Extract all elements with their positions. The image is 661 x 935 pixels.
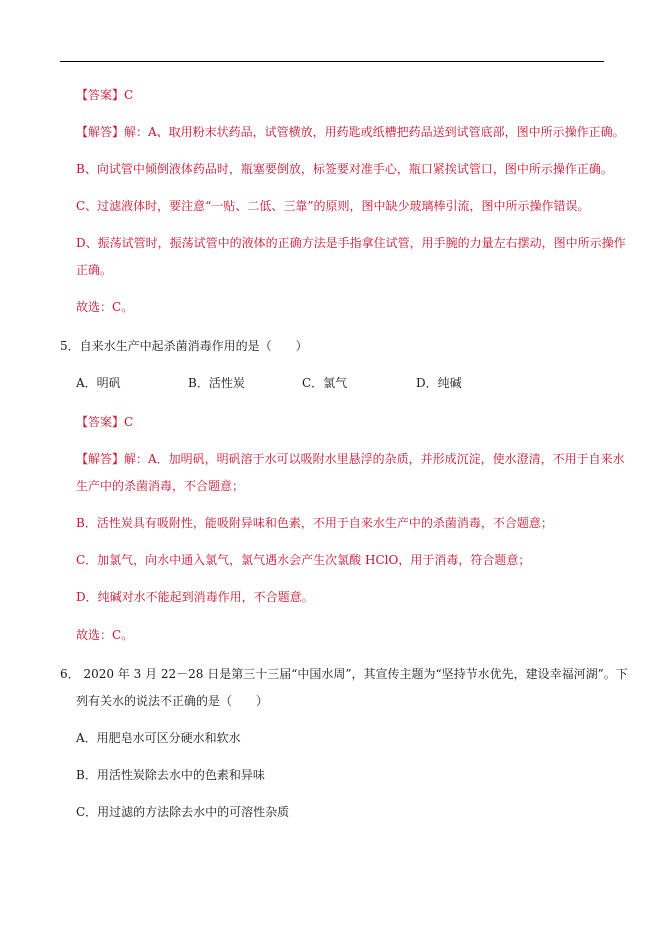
q4-explain-b: B、向试管中倾倒液体药品时，瓶塞要倒放，标签要对准手心，瓶口紧挨试管口，图中所示操作正确。 [76,162,613,176]
q4-explain-c: C、过滤液体时，要注意“一贴、二低、三靠”的原则，图中缺少玻璃棒引流，图中所示操作错误。 [76,199,590,213]
q5-explain-a: 【解答】解：A．加明矾，明矾溶于水可以吸附水里悬浮的杂质，并形成沉淀，使水澄清，不用于自来水 [76,452,625,466]
q5-option-c: C．氯气 [302,376,348,390]
q6-option-a: A．用肥皂水可区分硬水和软水 [76,731,241,745]
q5-explain-a-cont: 生产中的杀菌消毒，不合题意； [76,479,245,493]
q6-stem: 6． 2020 年 3 月 22－28 日是第三十三届“中国水周”，其宣传主题为“坚持节水优先，建设幸福河湖”。下 [60,667,628,681]
header-rule [60,61,604,62]
q5-option-d: D．纯碱 [416,376,462,390]
q5-option-b: B．活性炭 [188,376,245,390]
q6-option-b: B．用活性炭除去水中的色素和异味 [76,768,265,782]
q5-explain-d: D．纯碱对水不能起到消毒作用，不合题意。 [76,590,314,604]
q6-option-c: C．用过滤的方法除去水中的可溶性杂质 [76,805,290,819]
q4-explain-d-cont: 正确。 [76,263,113,277]
q6-stem-cont: 列有关水的说法不正确的是（ ） [76,694,269,708]
q4-explain-d: D、振荡试管时，振荡试管中的液体的正确方法是手指拿住试管，用手腕的力量左右摆动，图中所示操作 [76,236,626,250]
q5-stem: 5．自来水生产中起杀菌消毒作用的是（ ） [60,339,308,353]
q5-option-a: A．明矾 [76,376,121,390]
q5-choose: 故选：C。 [76,628,134,642]
q4-explain-a: 【解答】解：A、取用粉末状药品，试管横放，用药匙或纸槽把药品送到试管底部，图中所示操作正确。 [76,125,625,139]
q5-explain-c: C．加氯气，向水中通入氯气，氯气遇水会产生次氯酸 HClO，用于消毒，符合题意； [76,553,531,567]
q5-answer: 【答案】C [76,415,134,429]
q5-explain-b: B．活性炭具有吸附性，能吸附异味和色素，不用于自来水生产中的杀菌消毒，不合题意； [76,516,553,530]
q4-choose: 故选：C。 [76,300,134,314]
q4-answer: 【答案】C [76,88,134,102]
